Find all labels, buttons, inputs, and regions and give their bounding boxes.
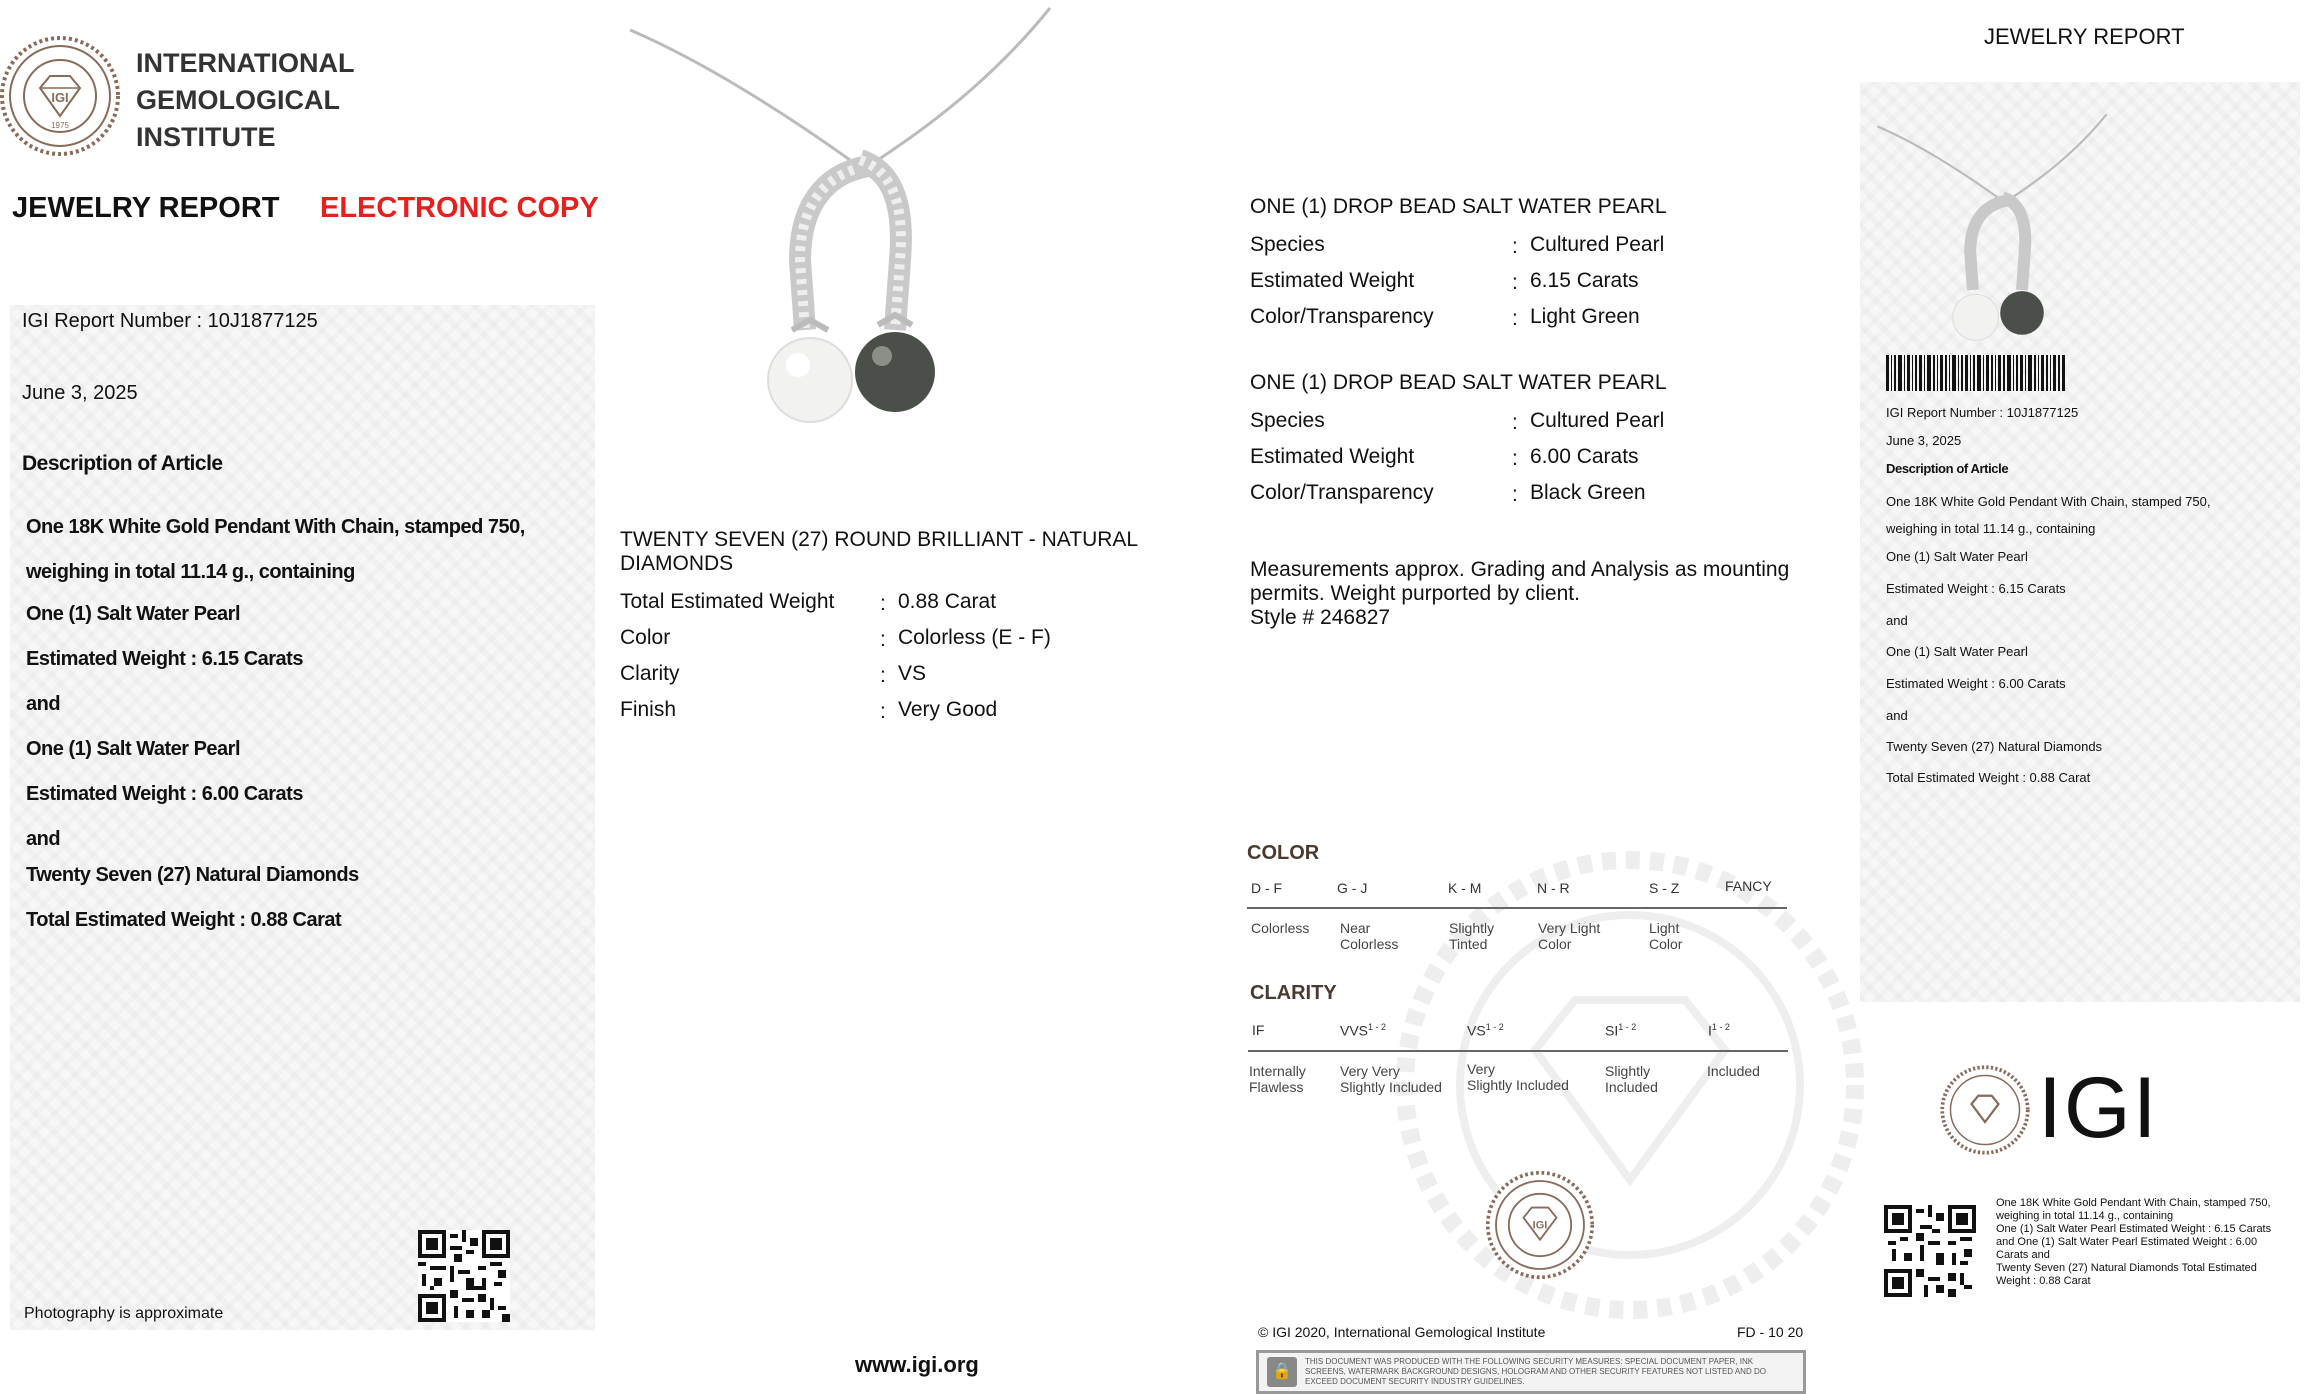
card-igi-seal (1940, 1065, 2030, 1155)
clarity-grade-desc: Very Very Slightly Included (1340, 1063, 1442, 1095)
pearl1-color-value: Light Green (1530, 305, 1640, 328)
description-line: One (1) Salt Water Pearl (26, 603, 240, 625)
pearl2-species-label: Species (1250, 409, 1325, 432)
color-scale-rule (1247, 907, 1787, 909)
description-line: Twenty Seven (27) Natural Diamonds (26, 864, 359, 886)
clarity-grade-desc: Very Slightly Included (1467, 1061, 1569, 1093)
card-line: Total Estimated Weight : 0.88 Carat (1886, 770, 2091, 785)
report-number: IGI Report Number : 10J1877125 (22, 310, 318, 332)
card-pendant-photo (1872, 110, 2112, 350)
pearl1-color-label: Color/Transparency (1250, 305, 1434, 328)
logo-line-3: INSTITUTE (136, 122, 276, 152)
seal-year: 1975 (51, 121, 69, 130)
card-line: Estimated Weight : 6.00 Carats (1886, 676, 2066, 691)
clarity-scale-rule (1248, 1050, 1788, 1052)
card-description-heading: Description of Article (1886, 461, 2009, 476)
clarity-grade-desc: Included (1707, 1063, 1760, 1079)
description-line: and (26, 828, 61, 850)
diamond-clarity-label: Clarity (620, 662, 680, 685)
comments-line-3: Style # 246827 (1250, 606, 1391, 629)
diamonds-heading: TWENTY SEVEN (27) ROUND BRILLIANT - NATURAL DIAMONDS (620, 528, 1138, 575)
card-line: and (1886, 613, 1908, 628)
report-title: JEWELRY REPORT (12, 192, 280, 224)
color-grade-desc: Colorless (1251, 920, 1310, 936)
card-line: weighing in total 11.14 g., containing (1886, 521, 2096, 536)
description-heading: Description of Article (22, 452, 223, 475)
description-line: One 18K White Gold Pendant With Chain, stamped 750, (26, 516, 525, 538)
card-qr-description (1996, 1197, 2271, 1288)
card-igi-wordmark: IGI (2038, 1060, 2159, 1156)
clarity-grade: SI$^{1 - 2}$ (1605, 1022, 1637, 1039)
card-qr-code[interactable] (1884, 1205, 1976, 1297)
barcode (1886, 355, 2066, 391)
security-strip (1256, 1350, 1806, 1394)
pearl1-species-label: Species (1250, 233, 1325, 256)
color-grade-desc: Slightly Tinted (1449, 920, 1495, 952)
pearl1-heading: ONE (1) DROP BEAD SALT WATER PEARL (1250, 195, 1667, 218)
clarity-grade: VS$^{1 - 2}$ (1467, 1022, 1504, 1039)
pearl2-color-value: Black Green (1530, 481, 1646, 504)
electronic-copy-label: ELECTRONIC COPY (320, 192, 599, 224)
colon: : (1512, 447, 1518, 470)
colon: : (1512, 307, 1518, 330)
photography-note: Photography is approximate (24, 1305, 224, 1322)
color-scale-title: COLOR (1247, 842, 1320, 864)
pearl2-color-label: Color/Transparency (1250, 481, 1434, 504)
color-grade: G - J (1337, 880, 1368, 896)
pearl2-weight-label: Estimated Weight (1250, 445, 1415, 468)
lock-icon: 🔒 (1267, 1357, 1297, 1387)
pearl1-weight-label: Estimated Weight (1250, 269, 1415, 292)
diamond-weight-value: 0.88 Carat (898, 590, 997, 613)
diamond-finish-label: Finish (620, 698, 677, 721)
description-line: Total Estimated Weight : 0.88 Carat (26, 909, 342, 931)
clarity-scale-title: CLARITY (1250, 982, 1337, 1004)
pearl2-species-value: Cultured Pearl (1530, 409, 1665, 432)
card-line: One (1) Salt Water Pearl (1886, 549, 2028, 564)
description-line: Estimated Weight : 6.15 Carats (26, 648, 303, 670)
color-grade: S - Z (1649, 880, 1680, 896)
description-line: weighing in total 11.14 g., containing (26, 561, 355, 583)
color-grade: K - M (1448, 880, 1482, 896)
svg-text:IGI: IGI (51, 90, 69, 105)
clarity-grade: VVS$^{1 - 2}$ (1340, 1022, 1387, 1039)
card-date: June 3, 2025 (1886, 433, 1962, 448)
logo-line-1: INTERNATIONAL (136, 48, 355, 78)
qr-code[interactable] (418, 1230, 510, 1322)
colon: : (880, 664, 886, 687)
pearl1-species-value: Cultured Pearl (1530, 233, 1665, 256)
igi-seal-small (1485, 1170, 1595, 1280)
card-line: Twenty Seven (27) Natural Diamonds (1886, 739, 2103, 754)
colon: : (880, 700, 886, 723)
diamond-clarity-value: VS (898, 662, 927, 685)
pearl1-weight-value: 6.15 Carats (1530, 269, 1639, 292)
pearl2-heading: ONE (1) DROP BEAD SALT WATER PEARL (1250, 371, 1667, 394)
logo-line-2: GEMOLOGICAL (136, 85, 340, 115)
card-qr-line: One (1) Salt Water Pearl Estimated Weight : 6.15 Carats (1996, 1223, 2272, 1235)
diamond-color-value: Colorless (E - F) (898, 626, 1051, 649)
description-line: One (1) Salt Water Pearl (26, 738, 240, 760)
security-text: THIS DOCUMENT WAS PRODUCED WITH THE FOLLOWING SECURITY MEASURES: SPECIAL DOCUMENT PAPER, INK SCREENS, WATERMARK BACKGROUND DESIGNS, HOLOGRAM AND OTHER SECURITY FEATURES NOT LISTED AND DO EXCEED DOCUMENT SECURITY INDUSTRY GUIDELINES. (1305, 1357, 1766, 1386)
card-line: and (1886, 708, 1908, 723)
clarity-grade-desc: Internally Flawless (1249, 1063, 1306, 1095)
color-grade: FANCY (1725, 878, 1772, 894)
clarity-grade: IF (1252, 1022, 1265, 1038)
color-grade: D - F (1251, 880, 1283, 896)
card-qr-line: Weight : 0.88 Carat (1996, 1275, 2091, 1287)
card-qr-line: weighing in total 11.14 g., containing (1996, 1210, 2174, 1222)
diamond-finish-value: Very Good (898, 698, 998, 721)
color-grade-desc: Light Color (1649, 920, 1683, 952)
website-link[interactable]: www.igi.org (855, 1352, 979, 1377)
color-grade: N - R (1537, 880, 1570, 896)
description-line: Estimated Weight : 6.00 Carats (26, 783, 303, 805)
card-line: One 18K White Gold Pendant With Chain, stamped 750, (1886, 494, 2211, 509)
card-qr-line: Carats and (1996, 1249, 2050, 1261)
comments-line-2: permits. Weight purported by client. (1250, 582, 1580, 605)
color-grade-desc: Very Light Color (1538, 920, 1601, 952)
comments-line-1: Measurements approx. Grading and Analysis as mounting (1250, 558, 1790, 581)
colon: : (1512, 235, 1518, 258)
description-line: and (26, 693, 61, 715)
copyright-line: © IGI 2020, International Gemological Institute (1258, 1324, 1546, 1340)
clarity-grade-desc: Slightly Included (1605, 1063, 1658, 1095)
card-title: JEWELRY REPORT (1984, 24, 2185, 49)
card-qr-line: Twenty Seven (27) Natural Diamonds Total Estimated (1996, 1262, 2257, 1274)
colon: : (880, 628, 886, 651)
report-date: June 3, 2025 (22, 382, 138, 404)
card-report-number: IGI Report Number : 10J1877125 (1886, 405, 2079, 420)
diamond-weight-label: Total Estimated Weight (620, 590, 835, 613)
form-code: FD - 10 20 (1737, 1324, 1804, 1340)
svg-text:IGI: IGI (1532, 1219, 1548, 1232)
clarity-grade: $I^{1 - 2}$ (1708, 1022, 1730, 1039)
card-line: Estimated Weight : 6.15 Carats (1886, 581, 2066, 596)
colon: : (1512, 411, 1518, 434)
card-qr-line: One 18K White Gold Pendant With Chain, stamped 750, (1996, 1197, 2271, 1209)
diamond-color-label: Color (620, 626, 671, 649)
colon: : (880, 592, 886, 615)
pearl2-weight-value: 6.00 Carats (1530, 445, 1639, 468)
color-grade-desc: Near Colorless (1340, 920, 1399, 952)
igi-seal-logo (0, 36, 120, 156)
card-qr-line: and One (1) Salt Water Pearl Estimated Weight : 6.00 (1996, 1236, 2258, 1248)
card-line: One (1) Salt Water Pearl (1886, 644, 2028, 659)
pendant-photo (620, 0, 1060, 440)
colon: : (1512, 271, 1518, 294)
colon: : (1512, 483, 1518, 506)
